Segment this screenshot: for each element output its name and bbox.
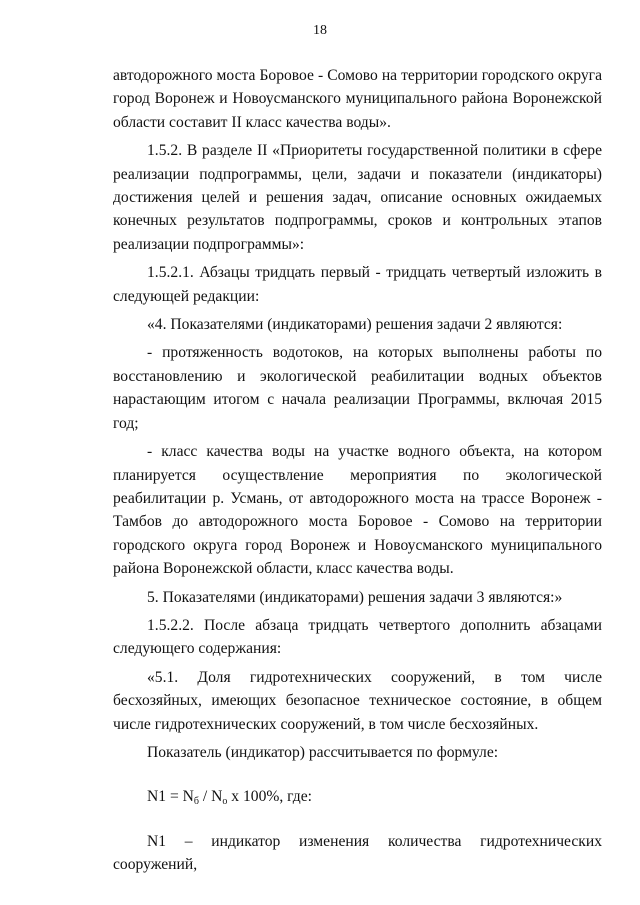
formula <box>113 785 602 808</box>
formula-lhs: N1 = N <box>147 788 194 806</box>
document-body <box>113 64 602 877</box>
formula-mid: / N <box>199 788 223 806</box>
paragraph-indicators-task-2: «4. Показателями (индикаторами) решения задачи 2 являются: <box>147 316 563 334</box>
formula-subscript-o: о <box>222 796 228 808</box>
paragraph-indicators-task-3: 5. Показателями (индикаторами) решения задачи 3 являются:» <box>147 588 563 606</box>
formula-subscript-b: б <box>193 796 200 808</box>
paragraph-formula-intro: Показатель (индикатор) рассчитывается по формуле: <box>147 743 499 761</box>
paragraph-continuation: автодорожного моста Боровое - Сомово на территории городского округа город Воронеж и Новоусманского муниципального района Воронежской области составит II класс качества воды». <box>113 67 602 131</box>
paragraph-1-5-2: 1.5.2. В разделе II «Приоритеты государственной политики в сфере реализации подпрограммы, цели, задачи и показатели (индикаторы) достижения целей и решения задач, описание основных ожидаемых конечных результатов подпрограммы, сроков и контрольных этапов реализации подпрограммы»: <box>113 142 602 253</box>
formula-rest: x 100%, где: <box>227 788 312 806</box>
paragraph-5-1: «5.1. Доля гидротехнических сооружений, в том числе бесхозяйных, имеющих безопасное техническое состояние, в общем числе гидротехнических сооружений, в том числе бесхозяйных. <box>113 668 602 733</box>
paragraph-watercourse-length: - протяженность водотоков, на которых выполнены работы по восстановлению и экологической реабилитации водных объектов нарастающим итогом с начала реализации Программы, включая 2015 год; <box>113 344 602 432</box>
paragraph-1-5-2-1: 1.5.2.1. Абзацы тридцать первый - тридцать четвертый изложить в следующей редакции: <box>113 264 602 305</box>
paragraph-water-quality-class: - класс качества воды на участке водного объекта, на котором планируется осуществление мероприятия по экологической реабилитации р. Усмань, от автодорожного моста на трассе Воронеж - Тамбов до автодорожного моста Боровое - Сомово на территории городского округа город Воронеж и Новоусманского муниципального района Воронежской области, класс качества воды. <box>113 443 602 578</box>
page-number: 18 <box>313 23 327 38</box>
paragraph-n1-definition: N1 – индикатор изменения количества гидротехнических сооружений, <box>113 832 602 874</box>
paragraph-1-5-2-2: 1.5.2.2. После абзаца тридцать четвертого дополнить абзацами следующего содержания: <box>113 616 602 658</box>
